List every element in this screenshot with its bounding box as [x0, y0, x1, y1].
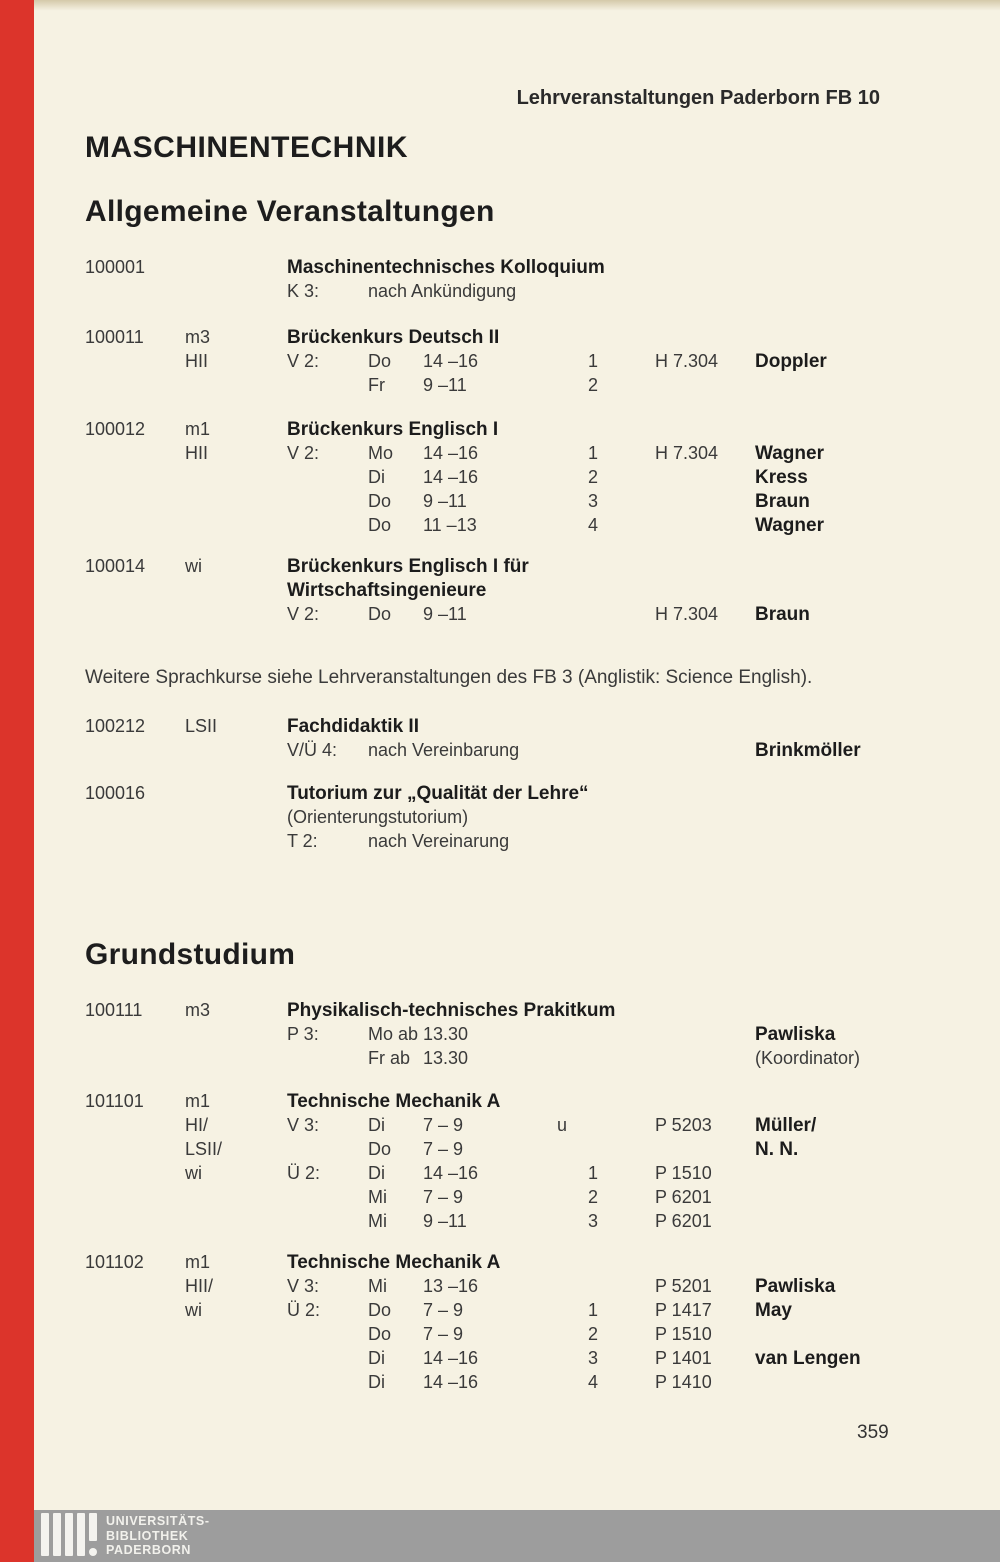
page-top-scan-edge — [0, 0, 1000, 12]
course-id: 101101 — [85, 1091, 144, 1111]
event-day: Di — [368, 467, 385, 487]
course-title-row — [85, 327, 1000, 351]
event-type: V 3: — [287, 1115, 320, 1135]
event-lecturer: Doppler — [755, 351, 827, 372]
course-id: 100011 — [85, 327, 144, 347]
event-lecturer: Müller/ — [755, 1115, 817, 1136]
schedule-row — [85, 831, 1000, 855]
schedule-row — [85, 740, 1000, 764]
event-time: 13.30 — [423, 1024, 469, 1044]
course-100016 — [85, 783, 1000, 855]
event-room: P 1417 — [655, 1300, 712, 1320]
event-room: P 1401 — [655, 1348, 712, 1368]
course-100001 — [85, 257, 1000, 305]
event-group: 3 — [588, 491, 599, 511]
event-group: 1 — [588, 351, 599, 371]
event-room: H 7.304 — [655, 604, 719, 624]
course-title-row — [85, 783, 1000, 807]
event-group: 1 — [588, 443, 599, 463]
event-day: Do — [368, 351, 392, 371]
schedule-row — [85, 443, 1000, 467]
course-title: Brückenkurs Englisch I für — [287, 556, 529, 577]
event-group: 3 — [588, 1348, 599, 1368]
event-group: 2 — [588, 1324, 599, 1344]
course-code: m1 — [185, 419, 211, 439]
logo-bar — [41, 1513, 49, 1556]
course-100012 — [85, 419, 1000, 539]
event-day: Mi — [368, 1211, 387, 1231]
schedule-row — [85, 1324, 1000, 1348]
course-title-row — [85, 1000, 1000, 1024]
language-courses-note: Weitere Sprachkurse siehe Lehrveranstaltungen des FB 3 (Anglistik: Science English). — [85, 667, 813, 688]
event-room: P 1510 — [655, 1324, 712, 1344]
event-group: 4 — [588, 515, 599, 535]
event-day: Fr ab — [368, 1048, 411, 1068]
course-id: 101102 — [85, 1252, 144, 1272]
event-note: nach Ankündigung — [368, 281, 517, 301]
page-number: 359 — [857, 1422, 889, 1443]
schedule-row — [85, 467, 1000, 491]
event-lecturer: Pawliska — [755, 1276, 836, 1297]
course-code: LSII — [185, 716, 218, 736]
event-day: Do — [368, 1139, 392, 1159]
running-header: Lehrveranstaltungen Paderborn FB 10 — [516, 87, 880, 109]
event-type: P 3: — [287, 1024, 319, 1044]
schedule-row — [85, 1024, 1000, 1048]
page-title: MASCHINENTECHNIK — [85, 131, 408, 164]
event-type: V/Ü 4: — [287, 740, 338, 760]
course-title-row — [85, 1252, 1000, 1276]
event-type: Ü 2: — [287, 1300, 321, 1320]
event-type: V 3: — [287, 1276, 320, 1296]
event-group: 2 — [588, 375, 599, 395]
event-group: u — [557, 1115, 568, 1135]
course-id: 100014 — [85, 556, 146, 576]
library-name — [106, 1514, 210, 1558]
library-footer-band — [0, 1510, 1000, 1562]
event-note: nach Vereinbarung — [368, 740, 520, 760]
event-type: V 2: — [287, 443, 320, 463]
schedule-row — [85, 1187, 1000, 1211]
event-lecturer: Wagner — [755, 443, 824, 464]
event-lecturer: Wagner — [755, 515, 824, 536]
event-room: P 5201 — [655, 1276, 712, 1296]
event-day: Fr — [368, 375, 385, 395]
logo-dot — [89, 1548, 97, 1556]
event-time: 9 –11 — [423, 1211, 467, 1231]
event-group: 2 — [588, 467, 599, 487]
event-day: Di — [368, 1372, 385, 1392]
event-lecturer: Brinkmöller — [755, 740, 861, 761]
event-group: 3 — [588, 1211, 599, 1231]
event-time: 9 –11 — [423, 604, 467, 624]
course-title: Tutorium zur „Qualität der Lehre“ — [287, 783, 589, 804]
event-day: Di — [368, 1348, 385, 1368]
course-title: Physikalisch-technisches Prakitkum — [287, 1000, 616, 1021]
course-100014 — [85, 556, 1000, 628]
event-time: 9 –11 — [423, 491, 467, 511]
event-lecturer: van Lengen — [755, 1348, 861, 1369]
event-type: K 3: — [287, 281, 320, 301]
event-lecturer: Braun — [755, 491, 810, 512]
logo-bar — [65, 1513, 73, 1556]
library-name-line: BIBLIOTHEK — [106, 1528, 189, 1543]
schedule-row — [85, 1276, 1000, 1300]
schedule-row — [85, 515, 1000, 539]
schedule-row — [85, 351, 1000, 375]
course-code: m3 — [185, 1000, 211, 1020]
course-code: wi — [185, 1163, 202, 1183]
course-100212 — [85, 716, 1000, 764]
course-title: Technische Mechanik A — [287, 1252, 501, 1273]
event-lecturer: N. N. — [755, 1139, 799, 1160]
event-day: Mo ab — [368, 1024, 419, 1044]
event-time: 13 –16 — [423, 1276, 479, 1296]
course-title-row — [85, 716, 1000, 740]
course-id: 100012 — [85, 419, 146, 439]
library-name-line: UNIVERSITÄTS- — [106, 1514, 210, 1528]
event-day: Do — [368, 604, 392, 624]
event-note: nach Vereinarung — [368, 831, 510, 851]
course-code: HI/ — [185, 1115, 209, 1135]
library-name-line: PADERBORN — [106, 1543, 192, 1558]
event-type: T 2: — [287, 831, 318, 851]
course-title: Maschinentechnisches Kolloquium — [287, 257, 605, 278]
event-lecturer: Braun — [755, 604, 810, 625]
schedule-row — [85, 375, 1000, 399]
course-100011 — [85, 327, 1000, 399]
event-lecturer: Kress — [755, 467, 808, 488]
course-code: HII/ — [185, 1276, 214, 1296]
schedule-row — [85, 281, 1000, 305]
course-code: m1 — [185, 1252, 211, 1272]
course-title: Fachdidaktik II — [287, 716, 419, 737]
event-day: Mo — [368, 443, 394, 463]
section-heading-grundstudium: Grundstudium — [85, 938, 296, 971]
event-group: 2 — [588, 1187, 599, 1207]
event-time: 11 –13 — [423, 515, 477, 535]
event-day: Do — [368, 1300, 392, 1320]
event-time: 14 –16 — [423, 351, 479, 371]
course-code: LSII/ — [185, 1139, 223, 1159]
schedule-row — [85, 1048, 1000, 1072]
schedule-row — [85, 1139, 1000, 1163]
event-room: H 7.304 — [655, 443, 719, 463]
logo-bar — [53, 1513, 61, 1556]
event-day: Do — [368, 515, 392, 535]
course-id: 100016 — [85, 783, 146, 803]
event-time: 7 – 9 — [423, 1115, 464, 1135]
course-id: 100212 — [85, 716, 146, 736]
event-room: P 6201 — [655, 1211, 712, 1231]
event-day: Mi — [368, 1276, 387, 1296]
event-room: P 1510 — [655, 1163, 712, 1183]
event-type: V 2: — [287, 604, 320, 624]
course-id: 100001 — [85, 257, 146, 277]
event-room: P 1410 — [655, 1372, 712, 1392]
event-time: 14 –16 — [423, 1372, 479, 1392]
course-title-row — [85, 556, 1000, 580]
event-time: 7 – 9 — [423, 1187, 464, 1207]
event-room: P 5203 — [655, 1115, 712, 1135]
event-time: 7 – 9 — [423, 1300, 464, 1320]
logo-bar — [77, 1513, 85, 1556]
event-lecturer-role: (Koordinator) — [755, 1048, 861, 1068]
event-room: P 6201 — [655, 1187, 712, 1207]
course-code: wi — [185, 556, 202, 576]
course-101101 — [85, 1091, 1000, 1235]
schedule-row — [85, 1211, 1000, 1235]
section-heading-allgemeine: Allgemeine Veranstaltungen — [85, 195, 495, 228]
course-code: HII — [185, 443, 209, 463]
course-code: m3 — [185, 327, 211, 347]
red-edge-bar — [0, 0, 34, 1562]
schedule-row — [85, 1115, 1000, 1139]
event-day: Di — [368, 1163, 385, 1183]
event-time: 7 – 9 — [423, 1139, 464, 1159]
event-day: Do — [368, 491, 392, 511]
event-day: Di — [368, 1115, 385, 1135]
course-code: HII — [185, 351, 209, 371]
course-code: m1 — [185, 1091, 211, 1111]
course-subtitle-row — [85, 807, 1000, 831]
course-code: wi — [185, 1300, 202, 1320]
schedule-row — [85, 1372, 1000, 1396]
course-title: Technische Mechanik A — [287, 1091, 501, 1112]
course-title-row — [85, 419, 1000, 443]
course-title: Brückenkurs Englisch I — [287, 419, 499, 440]
schedule-row — [85, 1348, 1000, 1372]
event-group: 1 — [588, 1300, 599, 1320]
event-lecturer: May — [755, 1300, 792, 1321]
event-lecturer: Pawliska — [755, 1024, 836, 1045]
event-time: 14 –16 — [423, 443, 479, 463]
event-time: 14 –16 — [423, 467, 479, 487]
schedule-row — [85, 1163, 1000, 1187]
schedule-row — [85, 604, 1000, 628]
event-time: 14 –16 — [423, 1348, 479, 1368]
course-title: Wirtschaftsingenieure — [287, 580, 487, 601]
event-group: 1 — [588, 1163, 599, 1183]
event-type: V 2: — [287, 351, 320, 371]
event-time: 14 –16 — [423, 1163, 479, 1183]
course-101102 — [85, 1252, 1000, 1396]
event-group: 4 — [588, 1372, 599, 1392]
event-day: Mi — [368, 1187, 387, 1207]
event-time: 13.30 — [423, 1048, 469, 1068]
event-time: 7 – 9 — [423, 1324, 464, 1344]
course-100111 — [85, 1000, 1000, 1072]
course-subtitle: (Orienterungstutorium) — [287, 807, 469, 827]
event-type: Ü 2: — [287, 1163, 321, 1183]
course-title-row — [85, 1091, 1000, 1115]
event-time: 9 –11 — [423, 375, 467, 395]
course-title: Brückenkurs Deutsch II — [287, 327, 500, 348]
course-id: 100111 — [85, 1000, 143, 1020]
event-day: Do — [368, 1324, 392, 1344]
course-title-row — [85, 257, 1000, 281]
schedule-row — [85, 491, 1000, 515]
logo-bar — [89, 1513, 97, 1541]
event-room: H 7.304 — [655, 351, 719, 371]
schedule-row — [85, 1300, 1000, 1324]
course-title-row — [85, 580, 1000, 604]
